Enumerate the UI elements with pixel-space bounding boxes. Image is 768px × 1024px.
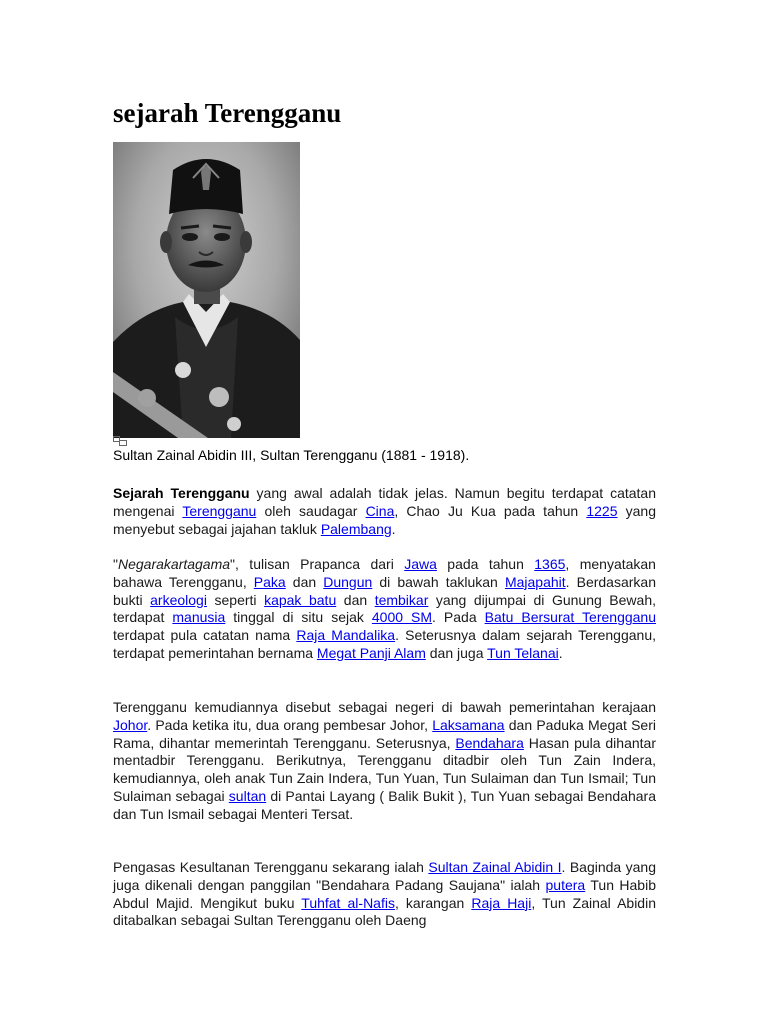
link-1365[interactable]: 1365 xyxy=(534,556,566,572)
link-raja-haji[interactable]: Raja Haji xyxy=(471,894,532,911)
link-1225[interactable]: 1225 xyxy=(586,502,618,519)
text-run: dan xyxy=(285,573,324,590)
link-cina[interactable]: Cina xyxy=(365,502,395,519)
text-run: yang awal adalah tidak jelas. Namun begitu terdapat catatan mengenai xyxy=(113,485,657,519)
italic-title: Negarakartagama xyxy=(117,556,231,572)
text-run: " xyxy=(113,556,118,572)
text-run: Hasan pula dihantar mentadbir Terengganu. Berikutnya, Terengganu ditadbir oleh Tun Zain Indera, kemudiannya, oleh anak Tun Zain Indera, Tun Yuan, Tun Sulaiman dan Tun Ismail; Tun Sulaiman sebagai xyxy=(113,734,656,804)
link-tuhfat-al-nafis[interactable]: Tuhfat al-Nafis xyxy=(301,894,395,911)
link-sultan[interactable]: sultan xyxy=(228,787,267,804)
image-caption: Sultan Zainal Abidin III, Sultan Terengganu (1881 - 1918). xyxy=(113,447,470,463)
link-dungun[interactable]: Dungun xyxy=(323,573,373,590)
bold-term: Sejarah Terengganu xyxy=(113,485,250,501)
link-majapahit[interactable]: Majapahit xyxy=(504,573,566,590)
text-run: yang dijumpai di Gunung Bewah, terdapat xyxy=(113,591,657,626)
link-4000-sm[interactable]: 4000 SM xyxy=(371,609,433,626)
text-run: dan xyxy=(336,591,375,608)
text-run: , karangan xyxy=(394,894,472,911)
paragraph-3 xyxy=(113,699,656,824)
link-putera[interactable]: putera xyxy=(545,876,586,893)
text-run: , menyatakan bahawa Terengganu, xyxy=(113,556,656,590)
link-jawa[interactable]: Jawa xyxy=(404,556,437,572)
link-bendahara[interactable]: Bendahara xyxy=(455,734,524,751)
link-arkeologi[interactable]: arkeologi xyxy=(150,591,207,608)
text-run: dan Paduka Megat Seri Rama, dihantar memerintah Terengganu. Seterusnya, xyxy=(113,716,656,751)
text-run: ", tulisan Prapanca dari xyxy=(230,556,405,572)
text-run: , Tun Zainal Abidin ditabalkan sebagai Sultan Terengganu oleh Daeng xyxy=(113,894,656,929)
link-paka[interactable]: Paka xyxy=(253,573,286,590)
image-placeholder-icon xyxy=(113,436,127,446)
text-run: dan juga xyxy=(425,644,488,661)
paragraph-4 xyxy=(113,859,656,930)
link-kapak-batu[interactable]: kapak batu xyxy=(264,591,337,608)
text-run: . xyxy=(391,520,396,537)
text-run: . Pada ketika itu, dua orang pembesar Johor, xyxy=(147,716,433,733)
text-run: . xyxy=(558,644,563,661)
paragraph-1 xyxy=(113,485,656,538)
text-run: , Chao Ju Kua pada tahun xyxy=(394,502,587,519)
text-run: yang menyebut sebagai jajahan takluk xyxy=(113,502,656,537)
portrait-photo xyxy=(113,142,300,438)
text-run: Tun Habib Abdul Majid. Mengikut buku xyxy=(113,876,656,911)
text-run: Pengasas Kesultanan Terengganu sekarang ialah xyxy=(113,859,429,875)
paragraph-2 xyxy=(113,556,656,663)
text-run: Terengganu kemudiannya disebut sebagai negeri di bawah pemerintahan kerajaan xyxy=(113,699,656,715)
text-run: . Berdasarkan bukti xyxy=(113,573,656,608)
text-run: oleh saudagar xyxy=(256,502,366,519)
link-tun-telanai[interactable]: Tun Telanai xyxy=(487,644,559,661)
link-tembikar[interactable]: tembikar xyxy=(374,591,429,608)
link-manusia[interactable]: manusia xyxy=(172,609,226,626)
text-run: . Seterusnya dalam sejarah Terengganu, terdapat pemerintahan bernama xyxy=(113,627,656,661)
link-batu-bersurat[interactable]: Batu Bersurat Terengganu xyxy=(484,609,657,626)
text-run: di bawah taklukan xyxy=(372,573,505,590)
link-johor[interactable]: Johor xyxy=(113,716,148,733)
link-raja-mandalika[interactable]: Raja Mandalika xyxy=(296,627,396,644)
link-laksamana[interactable]: Laksamana xyxy=(432,716,505,733)
link-terengganu[interactable]: Terengganu xyxy=(182,502,257,519)
text-run: terdapat pula catatan nama xyxy=(113,627,297,644)
text-run: di Pantai Layang ( Balik Bukit ), Tun Yuan sebagai Bendahara dan Tun Ismail sebagai Menteri Tersat. xyxy=(113,787,657,822)
link-sultan-zainal-abidin-i[interactable]: Sultan Zainal Abidin I xyxy=(428,859,562,875)
text-run: seperti xyxy=(206,591,265,608)
text-run: pada tahun xyxy=(436,556,535,572)
link-palembang[interactable]: Palembang xyxy=(320,520,392,537)
text-run: . Baginda yang juga dikenali dengan panggilan "Bendahara Padang Saujana" ialah xyxy=(113,859,657,893)
text-run: . Pada xyxy=(432,609,485,626)
page-title: sejarah Terengganu xyxy=(113,98,342,128)
link-megat-panji-alam[interactable]: Megat Panji Alam xyxy=(316,644,426,661)
text-run: tinggal di situ sejak xyxy=(225,609,372,626)
